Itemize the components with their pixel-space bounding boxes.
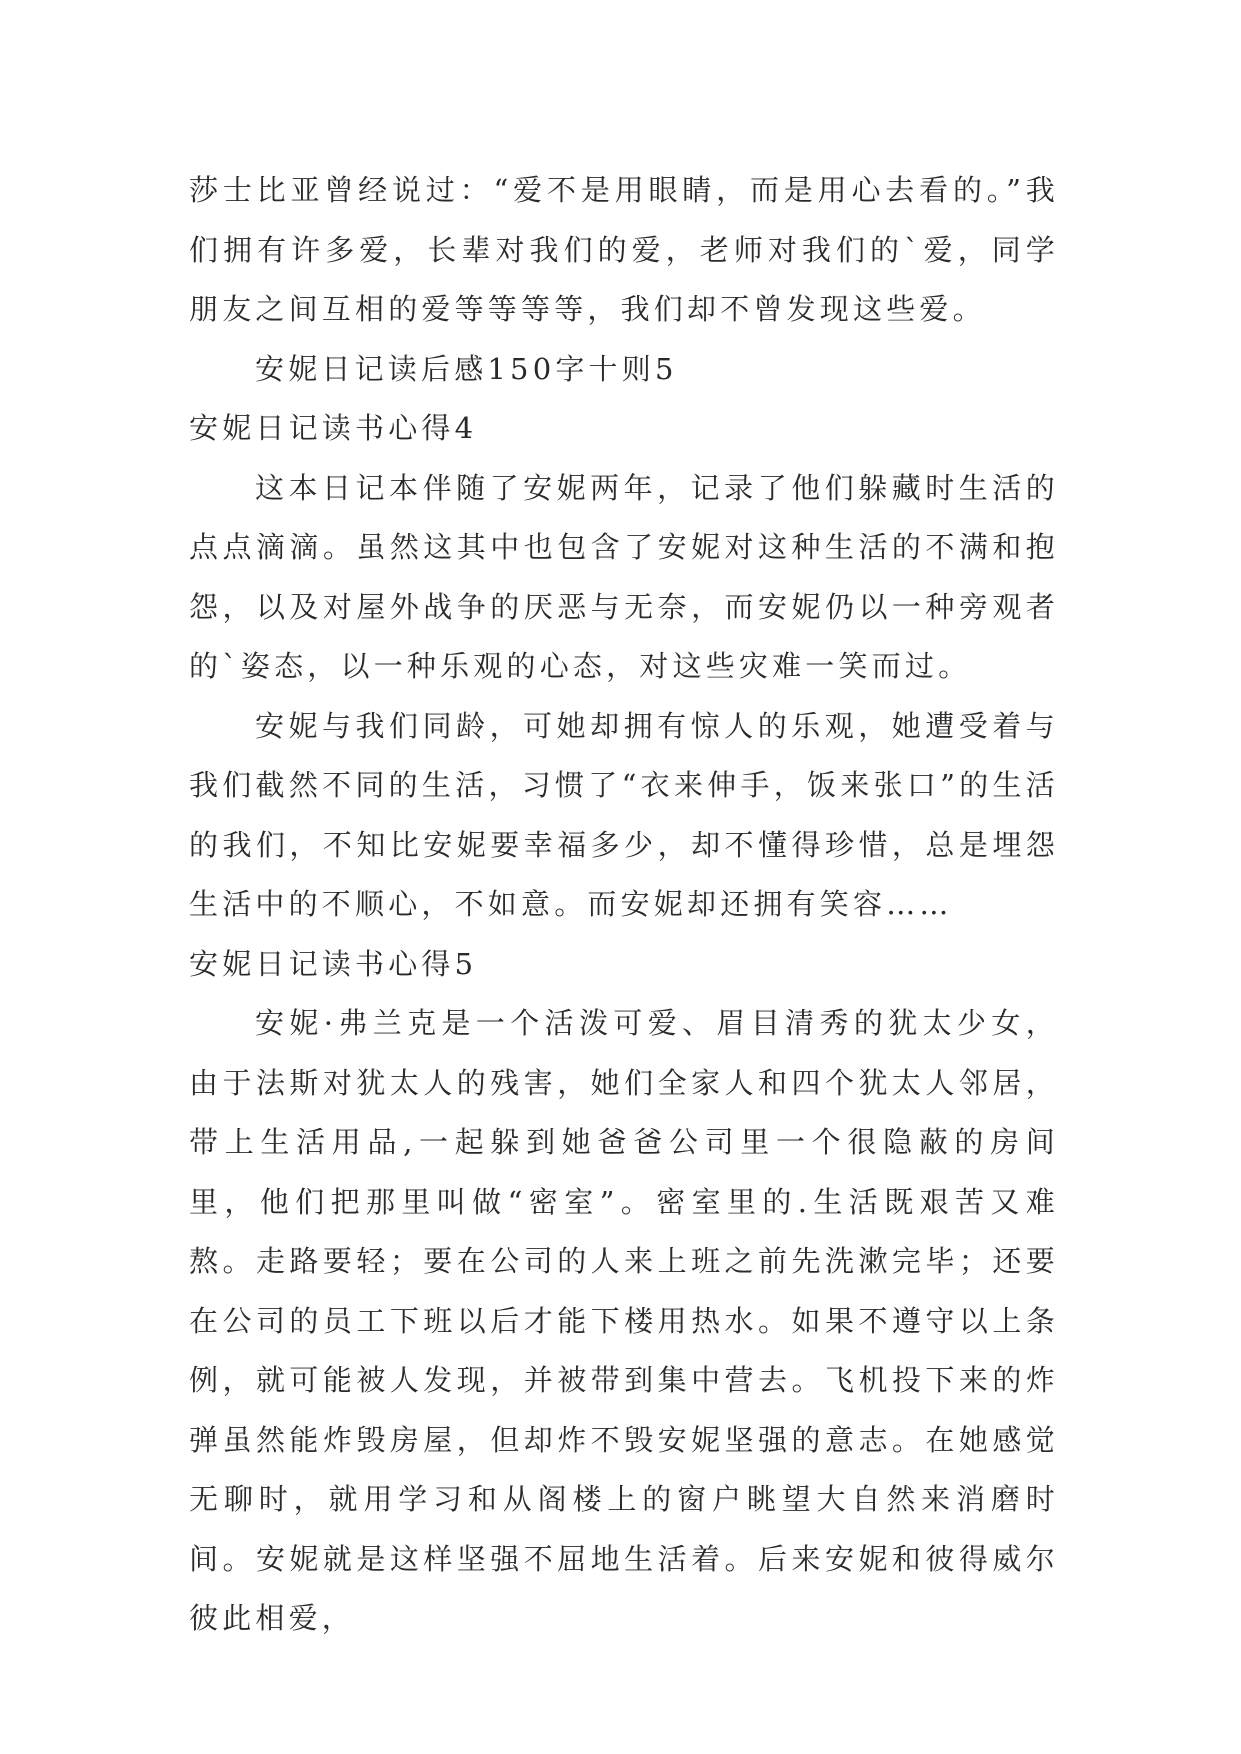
essay-title-line: 安妮日记读后感150字十则5: [255, 351, 678, 386]
intro-paragraph: 莎士比亚曾经说过：“爱不是用眼睛，而是用心去看的。”我们拥有许多爱，长辈对我们的爱，老师对我们的`爱，同学朋友之间互相的爱等等等等，我们却不曾发现这些爱。: [189, 173, 1059, 326]
section-4-paragraph-1: 这本日记本伴随了安妮两年，记录了他们躲藏时生活的点点滴滴。虽然这其中也包含了安妮对这种生活的不满和抱怨，以及对屋外战争的厌恶与无奈，而安妮仍以一种旁观者的`姿态，以一种乐观的心态，对这些灾难一笑而过。: [189, 470, 1059, 683]
document-body: [189, 161, 1059, 1649]
section-4-paragraph-2: 安妮与我们同龄，可她却拥有惊人的乐观，她遭受着与我们截然不同的生活，习惯了“衣来伸手，饭来张口”的生活的我们，不知比安妮要幸福多少，却不懂得珍惜，总是埋怨生活中的不顺心，不如意。而安妮却还拥有笑容……: [189, 708, 1059, 921]
section-heading-4: 安妮日记读书心得4: [189, 411, 478, 445]
section-heading-5: 安妮日记读书心得5: [189, 946, 478, 981]
section-5-paragraph-1: 安妮·弗兰克是一个活泼可爱、眉目清秀的犹太少女，由于法斯对犹太人的残害，她们全家人和四个犹太人邻居，带上生活用品,一起躲到她爸爸公司里一个很隐蔽的房间里，他们把那里叫做“密室”。密室里的.生活既艰苦又难熬。走路要轻；要在公司的人来上班之前先洗漱完毕；还要在公司的员工下班以后才能下楼用热水。如果不遵守以上条例，就可能被人发现，并被带到集中营去。飞机投下来的炸弹虽然能炸毁房屋，但却炸不毁安妮坚强的意志。在她感觉无聊时，就用学习和从阁楼上的窗户眺望大自然来消磨时间。安妮就是这样坚强不屈地生活着。后来安妮和彼得威尔彼此相爱，: [189, 1006, 1059, 1635]
